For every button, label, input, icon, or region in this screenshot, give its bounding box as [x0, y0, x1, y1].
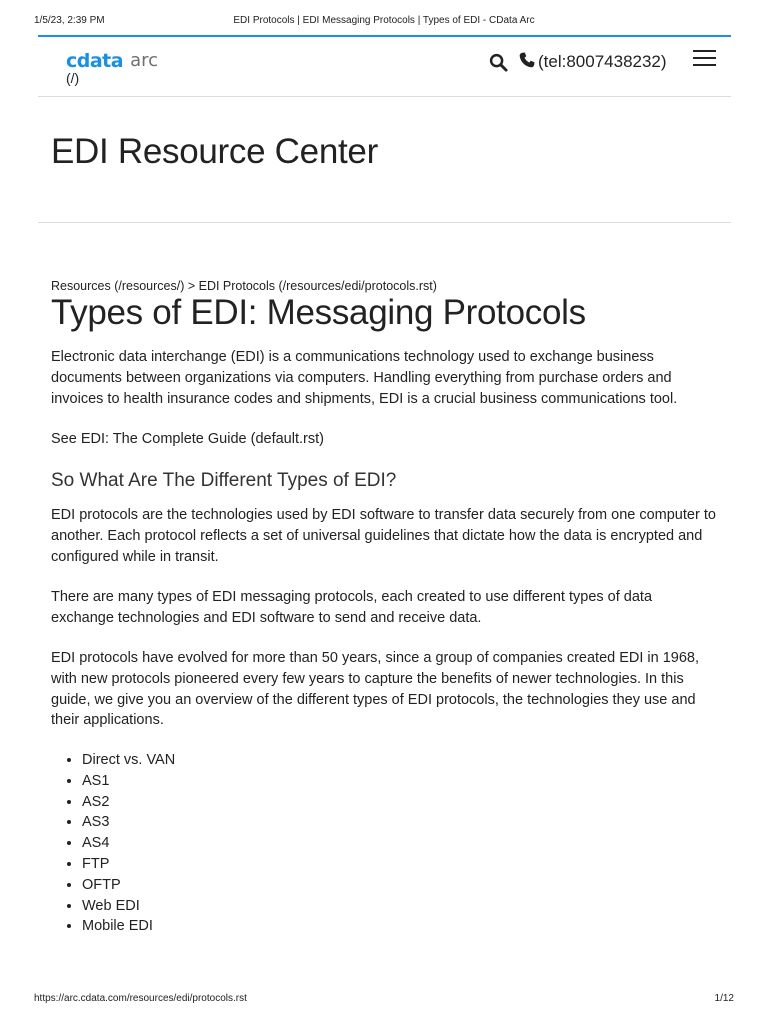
- hamburger-menu-icon[interactable]: [693, 50, 716, 67]
- logo-product-text: arc: [130, 50, 159, 71]
- intro-paragraph: Electronic data interchange (EDI) is a communications technology used to exchange business documents between organizations via computers. Handling everything from purchase orders and invoices to health insurance codes and shipments, EDI is a crucial business communications tool.: [51, 349, 678, 407]
- brand-accent-rule: [38, 35, 731, 37]
- logo-link-href[interactable]: (/): [66, 70, 80, 86]
- list-item[interactable]: • AS4: [82, 833, 175, 854]
- resource-center-title: EDI Resource Center: [51, 132, 378, 171]
- breadcrumb[interactable]: Resources (/resources/) > EDI Protocols (/resources/edi/protocols.rst): [51, 279, 437, 293]
- history-paragraph: EDI protocols have evolved for more than 50 years, since a group of companies created EDI in 1968, with new protocols pioneered every few years to capture the benefits of newer technologies. In this guide, we give you an overview of the different types of EDI protocols, the technologies they use and their applications.: [51, 650, 700, 729]
- list-item[interactable]: • Mobile EDI: [82, 916, 175, 937]
- print-page-number: 1/12: [714, 993, 734, 1004]
- phone-number: (tel:8007438232): [538, 52, 667, 71]
- list-item[interactable]: • Web EDI: [82, 896, 175, 917]
- hero-divider: [38, 222, 731, 223]
- protocol-list: [51, 750, 175, 937]
- definition-paragraph: EDI protocols are the technologies used by EDI software to transfer data securely from one computer to another. Each protocol reflects a set of universal guidelines that dictate how the data is encrypted and configured while in transit.: [51, 507, 716, 565]
- search-icon[interactable]: [489, 53, 508, 72]
- phone-icon: [519, 52, 535, 73]
- print-footer: [0, 993, 768, 1007]
- list-item[interactable]: • AS2: [82, 792, 175, 813]
- print-page-title: EDI Protocols | EDI Messaging Protocols | Types of EDI - CData Arc: [233, 15, 535, 26]
- cdata-arc-logo[interactable]: [66, 49, 158, 71]
- list-item[interactable]: • AS3: [82, 812, 175, 833]
- section-heading: So What Are The Different Types of EDI?: [51, 470, 397, 491]
- complete-guide-link[interactable]: See EDI: The Complete Guide (default.rst): [51, 431, 324, 447]
- types-paragraph: There are many types of EDI messaging protocols, each created to use different types of data exchange technologies and EDI software to send and receive data.: [51, 589, 653, 626]
- list-item[interactable]: • Direct vs. VAN: [82, 750, 175, 771]
- page-title: Types of EDI: Messaging Protocols: [51, 293, 586, 332]
- print-header: [0, 15, 768, 29]
- list-item[interactable]: • OFTP: [82, 875, 175, 896]
- logo-brand-text: cdata: [66, 50, 124, 72]
- phone-link[interactable]: [519, 51, 667, 73]
- print-url: https://arc.cdata.com/resources/edi/protocols.rst: [34, 993, 247, 1004]
- list-item[interactable]: • FTP: [82, 854, 175, 875]
- header-divider: [38, 96, 731, 97]
- print-datetime: 1/5/23, 2:39 PM: [34, 15, 105, 26]
- list-item[interactable]: • AS1: [82, 771, 175, 792]
